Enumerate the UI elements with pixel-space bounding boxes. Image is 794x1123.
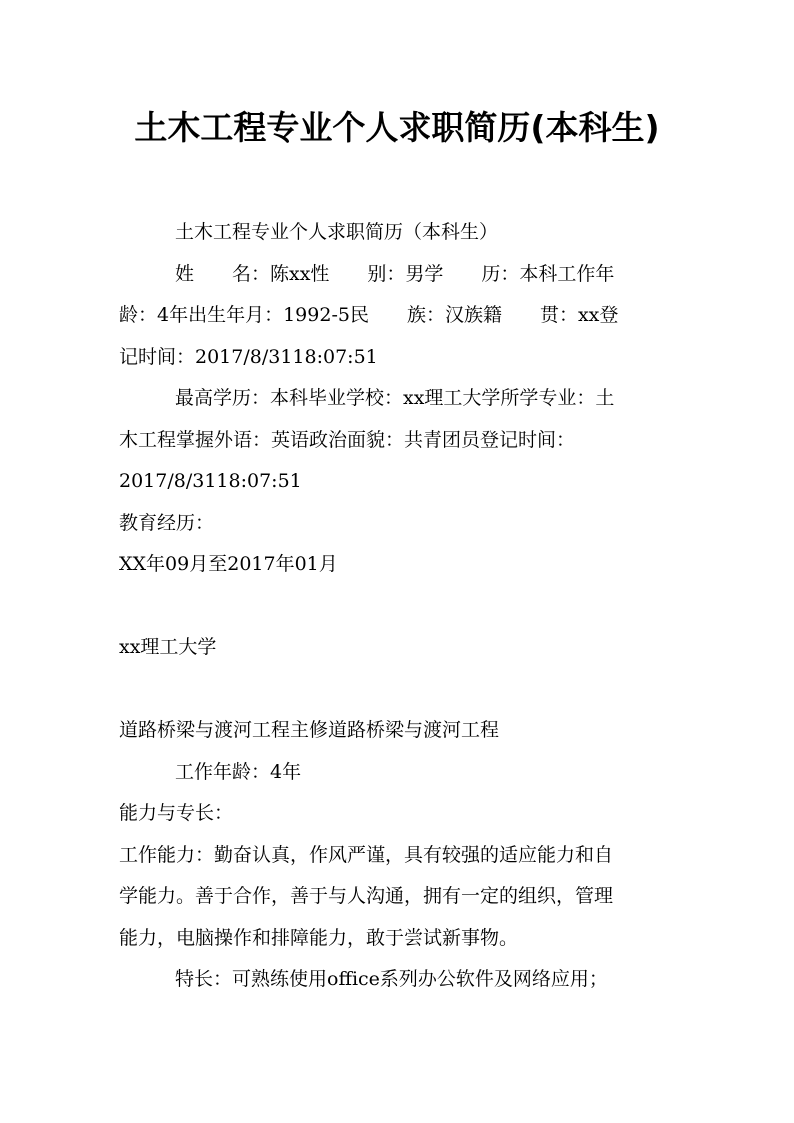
specialty-line-1: 特长：可熟练使用office系列办公软件及网络应用； (175, 968, 608, 990)
skills-label: 能力与专长： (119, 802, 234, 824)
subtitle-paragraph: 土木工程专业个人求职简历（本科生） (175, 221, 499, 243)
education-line-2: 木工程掌握外语：英语政治面貌：共青团员登记时间： (119, 428, 576, 451)
ability-line-2: 学能力。善于合作，善于与人沟通，拥有一定的组织，管理 (119, 885, 614, 907)
education-line-3: 2017/8/3118:07:51 (119, 470, 302, 492)
education-period: XX年09月至2017年01月 (119, 553, 338, 575)
document-body (119, 212, 679, 1001)
ability-line-1: 工作能力：勤奋认真，作风严谨，具有较强的适应能力和自 (119, 843, 614, 866)
basic-info-line-2: 龄：4年出生年月：1992-5民 族：汉族籍 贯：xx登 (119, 304, 619, 326)
education-major: 道路桥梁与渡河工程主修道路桥梁与渡河工程 (119, 719, 500, 741)
document-title: 土木工程专业个人求职简历(本科生) (134, 108, 660, 147)
education-school: xx理工大学 (119, 636, 217, 658)
basic-info-line-1: 姓 名：陈xx性 别：男学 历：本科工作年 (175, 262, 615, 285)
education-line-1: 最高学历：本科毕业学校：xx理工大学所学专业：土 (175, 387, 615, 409)
ability-line-3: 能力，电脑操作和排障能力，敢于尝试新事物。 (119, 926, 519, 949)
work-years: 工作年龄：4年 (175, 760, 302, 783)
basic-info-line-3: 记时间：2017/8/3118:07:51 (119, 345, 378, 368)
education-history-label: 教育经历： (119, 511, 215, 534)
